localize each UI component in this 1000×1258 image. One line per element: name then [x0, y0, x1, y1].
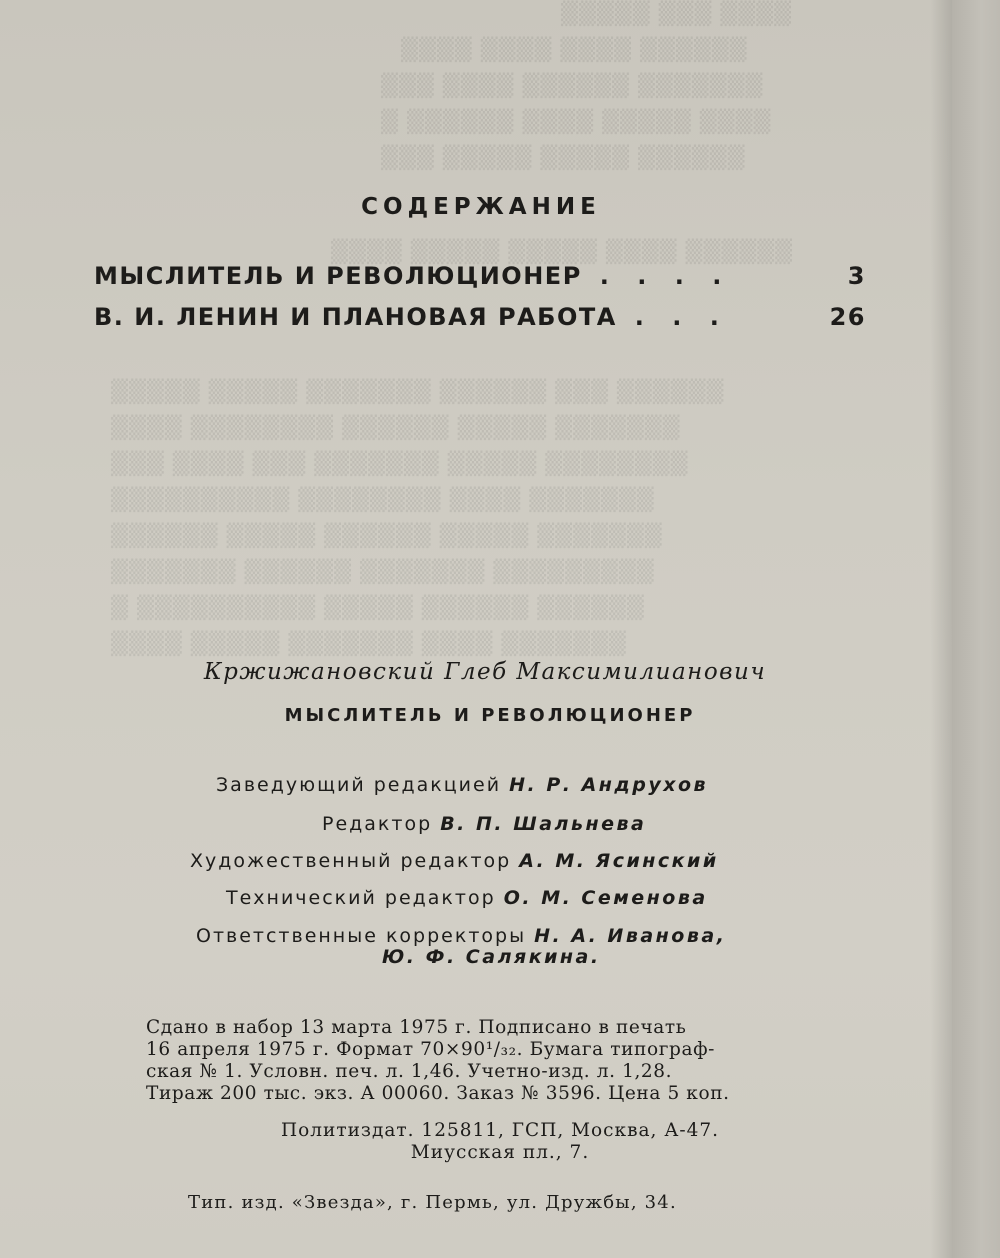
show-through-texture: ▒▒▒▒ ▒▒▒ ▒▒▒▒▒ — [560, 2, 792, 27]
credit-name: Н. А. Иванова, — [534, 925, 727, 947]
book-title: МЫСЛИТЕЛЬ И РЕВОЛЮЦИОНЕР — [284, 705, 696, 726]
publisher-address: Политиздат. 125811, ГСП, Москва, А-47. — [281, 1120, 719, 1141]
credit-line — [382, 946, 601, 968]
credit-name: А. М. Ясинский — [519, 850, 719, 872]
show-through-texture: ▒▒▒▒▒▒ ▒▒▒▒ ▒▒▒▒▒ ▒▒▒▒▒ ▒▒▒▒ — [330, 240, 793, 265]
show-through-texture: ▒▒▒▒▒▒ ▒▒▒▒▒ ▒▒▒▒▒ ▒▒▒ — [380, 146, 745, 171]
toc-entry-title: МЫСЛИТЕЛЬ И РЕВОЛЮЦИОНЕР — [94, 262, 582, 290]
show-through-texture: ▒▒▒▒▒▒▒ ▒▒▒▒ ▒▒▒▒▒▒▒ ▒▒▒▒▒ ▒▒▒▒ — [110, 632, 626, 657]
show-through-texture: ▒▒▒▒▒▒ ▒▒▒▒ ▒▒▒▒ ▒▒▒▒ — [400, 38, 747, 63]
imprint-line: ская № 1. Условн. печ. л. 1,46. Учетно-изд. л. 1,28. — [146, 1061, 673, 1082]
credit-line — [216, 774, 708, 796]
credit-line — [226, 887, 708, 909]
credit-name: В. П. Шальнева — [440, 813, 647, 835]
show-through-texture: ▒▒▒▒▒▒▒ ▒▒▒▒▒ ▒▒▒▒▒▒ ▒▒▒▒▒▒▒▒ ▒▒▒▒ — [110, 416, 680, 441]
toc-entry[interactable] — [94, 262, 866, 290]
credit-role: Редактор — [322, 813, 433, 835]
toc-entry[interactable] — [94, 303, 866, 331]
show-through-texture: ▒▒▒▒▒▒▒ ▒▒▒▒▒▒ ▒▒▒▒ ▒▒▒ — [380, 74, 763, 99]
show-through-texture: ▒▒▒▒▒▒▒▒ ▒▒▒▒▒ ▒▒▒▒▒▒▒ ▒▒▒ ▒▒▒▒ ▒▒▒ — [110, 452, 688, 477]
credit-role: Технический редактор — [226, 887, 496, 909]
credit-line — [322, 813, 646, 835]
credit-name: О. М. Семенова — [503, 887, 708, 909]
show-through-texture: ▒▒▒▒ ▒▒▒▒▒ ▒▒▒▒ ▒▒▒▒▒▒ ▒ — [380, 110, 771, 135]
imprint-line: Тираж 200 тыс. экз. А 00060. Заказ № 3596. Цена 5 коп. — [146, 1083, 730, 1104]
publisher-street: Миусская пл., 7. — [410, 1142, 590, 1163]
printer-info: Тип. изд. «Звезда», г. Пермь, ул. Дружбы, 34. — [188, 1192, 677, 1213]
show-through-texture: ▒▒▒▒▒▒▒ ▒▒▒▒▒ ▒▒▒▒▒▒ ▒▒▒▒▒ ▒▒▒▒▒▒ — [110, 524, 662, 549]
toc-leader-dots: . . . — [634, 303, 729, 331]
credit-line — [196, 925, 726, 947]
show-through-texture: ▒▒▒▒▒▒ ▒▒▒ ▒▒▒▒▒▒ ▒▒▒▒▒▒▒ ▒▒▒▒▒ ▒▒▒▒▒ — [110, 380, 724, 405]
show-through-texture: ▒▒▒▒▒▒▒ ▒▒▒▒ ▒▒▒▒▒▒▒▒ ▒▒▒▒▒▒▒▒▒▒ — [110, 488, 654, 513]
page-edge-shadow — [930, 0, 952, 1258]
credit-line — [190, 850, 719, 872]
author-name: Кржижановский Глеб Максимилианович — [203, 659, 767, 685]
toc-entry-page: 3 — [847, 262, 866, 290]
imprint-line: Сдано в набор 13 марта 1975 г. Подписано в печать — [146, 1017, 687, 1038]
toc-entry-page: 26 — [829, 303, 866, 331]
credit-role: Художественный редактор — [190, 850, 512, 872]
toc-leader-dots: . . . . — [599, 262, 732, 290]
imprint-line: 16 апреля 1975 г. Формат 70×90¹/₃₂. Бумага типограф- — [146, 1039, 716, 1060]
credit-name: Н. Р. Андрухов — [509, 774, 709, 796]
contents-heading: СОДЕРЖАНИЕ — [361, 194, 601, 220]
credit-name: Ю. Ф. Салякина. — [382, 946, 601, 968]
toc-entry-title: В. И. ЛЕНИН И ПЛАНОВАЯ РАБОТА — [94, 303, 617, 331]
show-through-texture: ▒▒▒▒▒▒ ▒▒▒▒▒▒ ▒▒▒▒▒ ▒▒▒▒▒▒▒▒▒▒ ▒ — [110, 596, 644, 621]
show-through-texture: ▒▒▒▒▒▒▒▒▒ ▒▒▒▒▒▒▒ ▒▒▒▒▒▒ ▒▒▒▒▒▒▒ — [110, 560, 654, 585]
credit-role: Заведующий редакцией — [216, 774, 502, 796]
background-surface — [952, 0, 1000, 1258]
credit-role: Ответственные корректоры — [196, 925, 527, 947]
